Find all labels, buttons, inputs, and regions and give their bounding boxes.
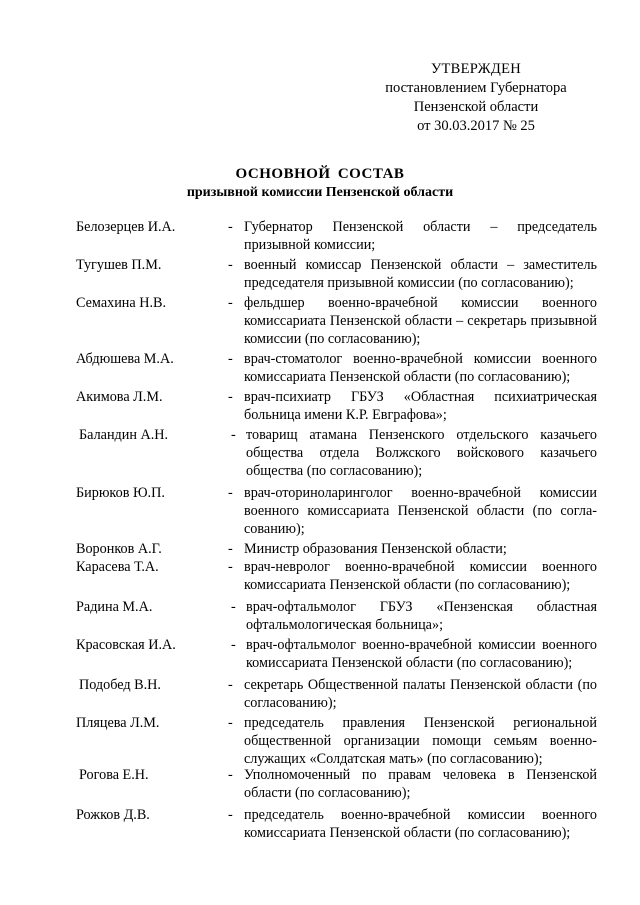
approval-title: УТВЕРЖДЕН: [430, 61, 522, 77]
member-role: Губернатор Пензенской области – председатель призывной комиссии;: [244, 219, 597, 253]
member-role: врач-офтальмолог военно-врачебной комиссии военного комиссариата Пензенской области (по согласованию);: [246, 637, 597, 671]
member-role: Министр образования Пензенской области;: [244, 541, 507, 557]
member-name: Подобед В.Н.: [79, 677, 161, 693]
member-name: Акимова Л.М.: [76, 389, 163, 405]
member-dash: -: [228, 219, 233, 235]
member-dash: -: [228, 389, 233, 405]
member-name: Карасева Т.А.: [76, 559, 159, 575]
member-dash: -: [228, 541, 233, 557]
member-name: Тугушев П.М.: [76, 257, 162, 273]
member-name: Пляцева Л.М.: [76, 715, 160, 731]
member-dash: -: [228, 257, 233, 273]
member-name: Красовская И.А.: [76, 637, 176, 653]
approval-region: Пензенской области: [413, 99, 539, 115]
member-dash: -: [228, 767, 233, 783]
member-name: Абдюшева М.А.: [76, 351, 174, 367]
member-dash: -: [231, 427, 236, 443]
member-name: Белозерцев И.А.: [76, 219, 176, 235]
member-role: председатель военно-врачебной комиссии военного комиссариата Пензенской области (по согласованию);: [244, 807, 597, 841]
member-dash: -: [228, 351, 233, 367]
member-role: фельдшер военно-врачебной комиссии военного комиссариата Пензенской области – секретарь призывной комиссии (по согласованию);: [244, 295, 597, 347]
member-role: врач-психиатр ГБУЗ «Областная психиатрическая больница имени К.Р. Евграфова»;: [244, 389, 597, 423]
member-role: председатель правления Пензенской региональной общественной организации помощи семьям военнослужащих «Солдатская мать» (по согласованию);: [244, 715, 597, 767]
member-dash: -: [228, 807, 233, 823]
member-role: секретарь Общественной палаты Пензенской области (по согласованию);: [244, 677, 597, 711]
member-dash: -: [228, 485, 233, 501]
member-role: врач-невролог военно-врачебной комиссии военного комиссариата Пензенской области (по согласованию);: [244, 559, 597, 593]
member-role: товарищ атамана Пензенского отдельского казачьего общества отдела Волжского войскового казачьего общества (по согласованию);: [246, 427, 597, 479]
member-dash: -: [228, 677, 233, 693]
member-name: Рожков Д.В.: [76, 807, 150, 823]
document-title: ОСНОВНОЙ СОСТАВ: [235, 166, 405, 182]
member-name: Радина М.А.: [76, 599, 153, 615]
member-role: врач-оториноларинголог военно-врачебной комиссии военного комиссариата Пензенской области (по согласованию);: [244, 485, 597, 537]
member-role: военный комиссар Пензенской области – заместитель председателя призывной комиссии (по согласованию);: [244, 257, 597, 291]
document-subtitle: призывной комиссии Пензенской области: [186, 185, 454, 200]
member-dash: -: [228, 559, 233, 575]
approval-decree: постановлением Губернатора: [385, 80, 567, 96]
member-dash: -: [228, 295, 233, 311]
member-name: Воронков А.Г.: [76, 541, 162, 557]
member-name: Рогова Е.Н.: [79, 767, 149, 783]
member-dash: -: [231, 599, 236, 615]
member-name: Семахина Н.В.: [76, 295, 167, 311]
member-role: врач-стоматолог военно-врачебной комиссии военного комиссариата Пензенской области (по согласованию);: [244, 351, 597, 385]
member-role: Уполномоченный по правам человека в Пензенской области (по согласованию);: [244, 767, 597, 801]
member-name: Баландин А.Н.: [79, 427, 169, 443]
approval-date-number: от 30.03.2017 № 25: [417, 118, 535, 134]
member-dash: -: [231, 637, 236, 653]
member-name: Бирюков Ю.П.: [76, 485, 165, 501]
member-dash: -: [228, 715, 233, 731]
member-role: врач-офтальмолог ГБУЗ «Пензенская областная офтальмологическая больница»;: [246, 599, 597, 633]
